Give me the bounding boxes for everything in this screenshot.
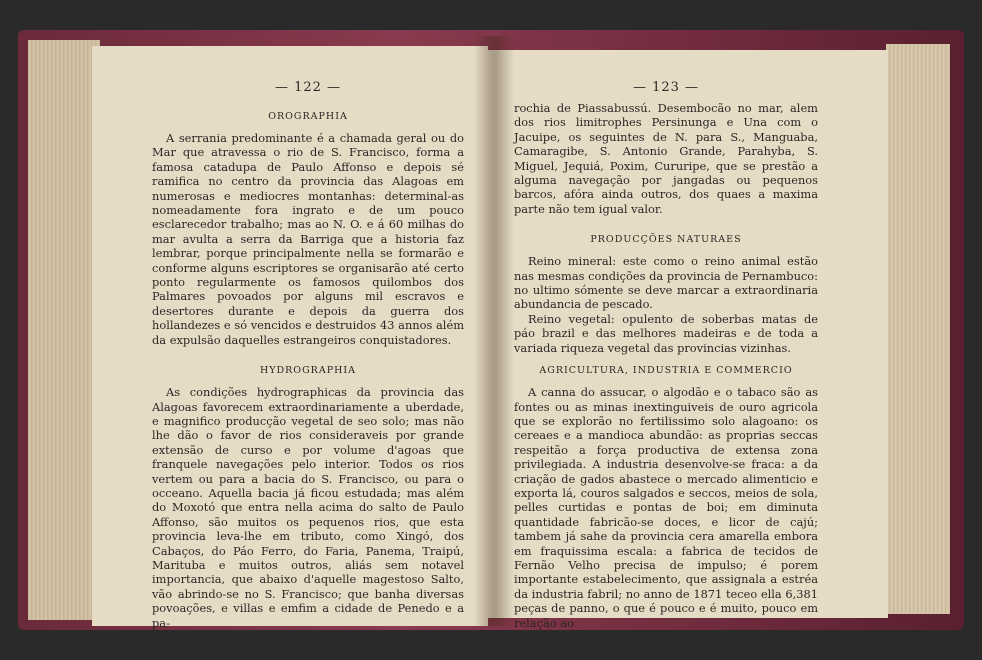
section-title-hydrographia: HYDROGRAPHIA xyxy=(259,365,356,377)
reino-vegetal-text: Reino vegetal: opulento de soberbas matas de páo brazil e das melhores madeiras e de toda a variada riqueza vegetal das provincias vizinhas. xyxy=(514,311,818,355)
page-edges-left xyxy=(28,40,100,620)
page-number: — 122 — xyxy=(274,80,342,95)
left-page xyxy=(92,46,488,630)
agricultura-text: A canna do assucar, o algodão e o tabaco são as fontes ou as minas inextinguiveis de ouro agricola que se explorão no fertilissimo solo alagoano: os cereaes e a mandioca abundão: as proprias seccas respeitão a força productiva de extensa zona privilegiada. A industria desenvolve-se fraca: a da criação de gados abastece o mercado alimenticio e exporta lá, couros salgados e seccos, meios de sola, pelles curtidas e pontas de boi; em diminuta quantidade fabricão-se doces, e licor de cajú; tambem já sahe da provincia cera amarella embora em fraquissima escala: a fabrica de tecidos de Fernão Velho precisa de impulso; é porem importante estabelecimento, que assignala a estréa da industria fabril; no anno de 1871 teceo ella 6,381 peças de panno, o que é pouco e é muito, pouco em relação ao xyxy=(514,385,818,630)
section-title-agricultura: AGRICULTURA, INDUSTRIA E COMMERCIO xyxy=(539,365,793,377)
page-edges-right xyxy=(886,44,950,614)
reino-mineral-text: Reino mineral: este como o reino animal estão nas mesmas condições da provincia de Pernambuco: no ultimo sómente se deve marcar a extraordinaria abundancia de pescado. xyxy=(514,254,818,312)
page-number: — 123 — xyxy=(632,80,700,95)
right-page xyxy=(488,50,888,630)
continued-text: rochia de Piassabussú. Desembocão no mar, alem dos rios limitrophes Persinunga e Una com o Jacuipe, os seguintes de N. para S., Manguaba, Camaragibe, S. Antonio Grande, Parahyba, S. Miguel, Jequiá, Poxim, Cururipe, que se prestão a alguma navegação por jangadas ou pequenos barcos, afóra ainda outros, dos quaes a maxima parte não tem igual valor. xyxy=(514,101,818,216)
orographia-text: A serrania predominante é a chamada geral ou do Mar que atravessa o rio de S. Francisco, forma a famosa catadupa de Paulo Affonso e depois sé ramifica no centro da provincia das Alagoas em numerosas e mediocres montanhas: determinal-as nomeadamente fora ingrato e de um pouco esclarecedor trabalho; mas ao N. O. e á 60 milhas do mar avulta a serra da Barriga que a historia faz lembrar, porque principalmente nella se formarão e conforme alguns escriptores se organisarão até certo ponto regularmente os famosos quilombos dos Palmares povoados por alguns mil escravos e desertores durante e depois da guerra dos hollandezes e só vencidos e destruidos 43 annos além da expulsão daquelles estrangeiros conquistadores. xyxy=(152,131,464,347)
hydrographia-text: As condições hydrographicas da provincia das Alagoas favorecem extraordinariamente a uberdade, e magnifico producção vegetal de seo solo; mas não lhe dão o favor de rios consideraveis por grande extensão de curso e por volume d'agoas que franquele navegações pelo interior. Todos os rios vertem ou para a bacia do S. Francisco, ou para o occeano. Aquella bacia já ficou estudada; mas além do Moxotó que entra nella acima do salto de Paulo Affonso, são muitos os pequenos rios, que esta provincia leva-lhe em tributo, como Xingó, dos Cabaços, do Páo Ferro, do Faria, Panema, Traipú, Marituba e muitos outros, aliás sem notavel importancia, que abaixo d'aquelle magestoso Salto, vão abrindo-se no S. Francisco; que banha diversas povoações, e villas e emfim a cidade de Penedo e a pa- xyxy=(152,385,464,630)
section-title-producoes: PRODUCÇÕES NATURAES xyxy=(590,234,742,246)
book-gutter xyxy=(474,36,514,626)
section-title-orographia: OROGRAPHIA xyxy=(268,111,348,122)
